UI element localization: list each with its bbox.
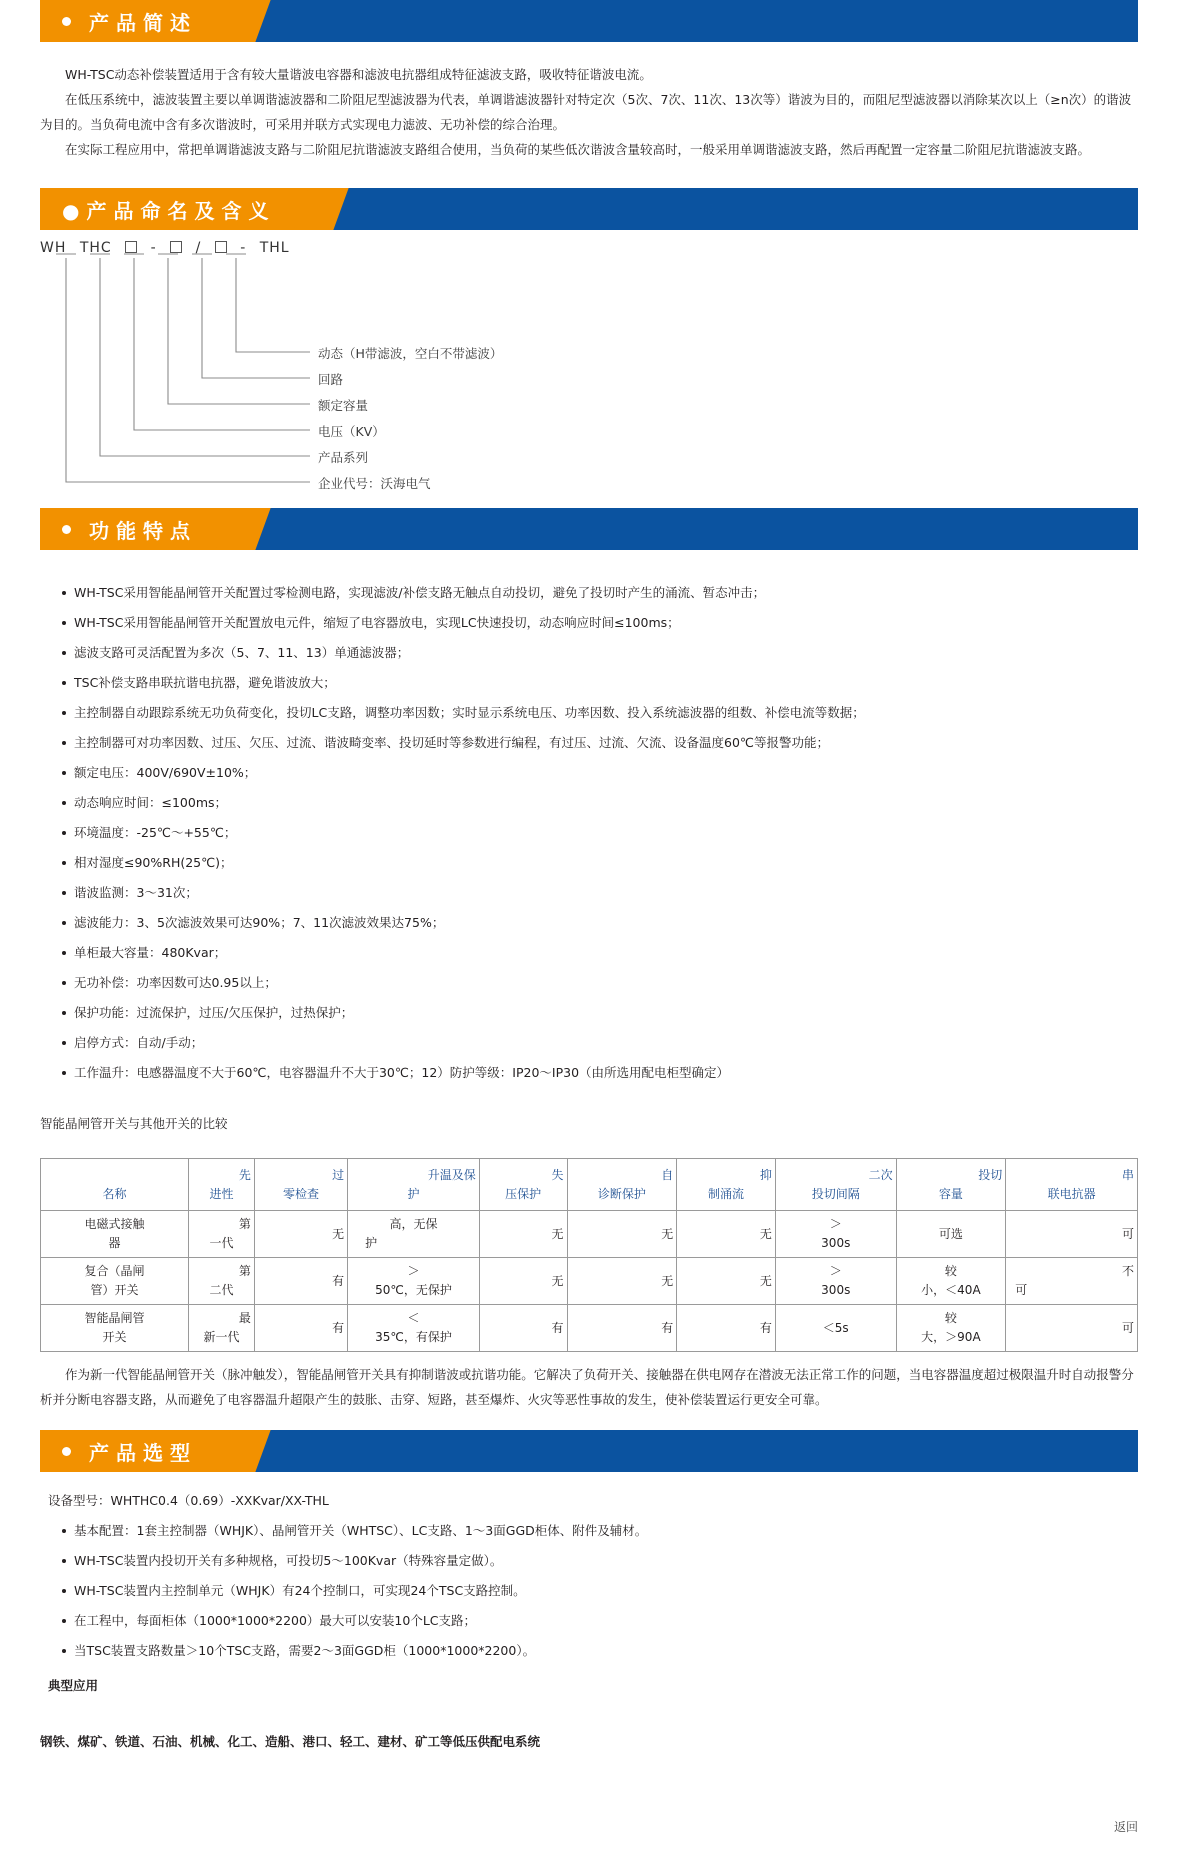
code-dash-1: -	[150, 240, 157, 256]
table-body	[41, 1211, 1138, 1352]
naming-diagram	[40, 236, 1138, 508]
feature-item: WH-TSC采用智能晶闸管开关配置过零检测电路，实现滤波/补偿支路无触点自动投切，避免了投切时产生的涌流、暂态冲击；	[62, 578, 1138, 608]
naming-label-loop: 回路	[318, 372, 344, 387]
col-header-temp-protection: 升温及保 护	[348, 1159, 480, 1211]
feature-item: 滤波能力：3、5次滤波效果可达90%；7、11次滤波效果达75%；	[62, 908, 1138, 938]
cell-name: 智能晶闸管 开关	[41, 1305, 189, 1352]
table-caption: 智能晶闸管开关与其他开关的比较	[40, 1116, 228, 1131]
comparison-table-wrapper	[40, 1158, 1138, 1352]
cell-series-reactor: 不 可	[1006, 1258, 1138, 1305]
selection-item: WH-TSC装置内投切开关有多种规格，可投切5～100Kvar（特殊容量定做）。	[62, 1546, 1138, 1576]
application-industries: 钢铁、煤矿、铁道、石油、机械、化工、造船、港口、轻工、建材、矿工等低压供配电系统	[40, 1734, 541, 1749]
selection-list	[62, 1516, 1138, 1666]
cell-loss-voltage: 无	[479, 1211, 567, 1258]
feature-item: 工作温升：电感器温度不大于60℃，电容器温升不大于30℃；12）防护等级：IP20～IP30（由所选用配电柜型确定）	[62, 1058, 1138, 1088]
cell-series-reactor: 可	[1006, 1305, 1138, 1352]
back-link[interactable]: 返回	[1113, 1820, 1138, 1834]
banner-orange-shape	[40, 508, 243, 550]
cell-switch-interval: ＜5s	[775, 1305, 896, 1352]
col-header-inrush-suppression: 抑 制涌流	[677, 1159, 776, 1211]
overview-paragraph: 在实际工程应用中，常把单调谐滤波支路与二阶阻尼抗谐滤波支路组合使用，当负荷的某些低次谐波含量较高时，一般采用单调谐滤波支路，然后再配置一定容量二阶阻尼抗谐滤波支路。	[65, 142, 1091, 157]
section-banner-naming	[40, 188, 1138, 230]
cell-temp-protection: ＜ 35℃，有保护	[348, 1305, 480, 1352]
cell-name: 复合（晶闸 管）开关	[41, 1258, 189, 1305]
section-banner-features	[40, 508, 1138, 550]
features-list	[62, 578, 1138, 1088]
col-header-self-diagnosis: 自 诊断保护	[567, 1159, 677, 1211]
bullet-dot-icon	[62, 17, 71, 26]
col-header-zero-check: 过 零检查	[254, 1159, 347, 1211]
closing-text	[40, 1362, 1138, 1412]
selection-item: 在工程中，每面柜体（1000*1000*2200）最大可以安装10个LC支路；	[62, 1606, 1138, 1636]
cell-loss-voltage: 有	[479, 1305, 567, 1352]
overview-body	[40, 62, 1138, 162]
cell-inrush: 有	[677, 1305, 776, 1352]
cell-switch-interval: ＞ 300s	[775, 1258, 896, 1305]
naming-label-capacity: 额定容量	[318, 398, 369, 413]
col-header-name: 名称	[41, 1159, 189, 1211]
cell-generation: 第 一代	[189, 1211, 255, 1258]
bullet-dot-icon	[62, 525, 71, 534]
feature-item: 无功补偿：功率因数可达0.95以上；	[62, 968, 1138, 998]
col-header-switch-capacity: 投切 容量	[896, 1159, 1006, 1211]
feature-item: 相对湿度≤90%RH(25℃)；	[62, 848, 1138, 878]
selection-item: 基本配置：1套主控制器（WHJK）、晶闸管开关（WHTSC）、LC支路、1～3面GGD柜体、附件及辅材。	[62, 1516, 1138, 1546]
code-part-thl: THL	[259, 240, 290, 256]
table-row	[41, 1305, 1138, 1352]
cell-generation: 最 新一代	[189, 1305, 255, 1352]
selection-item: WH-TSC装置内主控制单元（WHJK）有24个控制口，可实现24个TSC支路控制。	[62, 1576, 1138, 1606]
cell-generation: 第 二代	[189, 1258, 255, 1305]
comparison-table	[40, 1158, 1138, 1352]
feature-item: 主控制器自动跟踪系统无功负荷变化，投切LC支路，调整功率因数；实时显示系统电压、功率因数、投入系统滤波器的组数、补偿电流等数据；	[62, 698, 1138, 728]
table-row	[41, 1211, 1138, 1258]
feature-item: TSC补偿支路串联抗谐电抗器，避免谐波放大；	[62, 668, 1138, 698]
code-dash-2: -	[240, 240, 247, 256]
feature-item: 额定电压：400V/690V±10%；	[62, 758, 1138, 788]
feature-item: 启停方式：自动/手动；	[62, 1028, 1138, 1058]
cell-zero-check: 无	[254, 1211, 347, 1258]
cell-self-diagnosis: 无	[567, 1211, 677, 1258]
cell-loss-voltage: 无	[479, 1258, 567, 1305]
cell-series-reactor: 可	[1006, 1211, 1138, 1258]
selection-model: 设备型号：WHTHC0.4（0.69）-XXKvar/XX-THL	[48, 1493, 329, 1508]
cell-self-diagnosis: 无	[567, 1258, 677, 1305]
banner-orange-shape	[40, 1430, 243, 1472]
selection-body	[40, 1486, 1138, 1666]
cell-self-diagnosis: 有	[567, 1305, 677, 1352]
code-part-wh: WH	[40, 240, 67, 256]
table-head	[41, 1159, 1138, 1211]
table-header-row	[41, 1159, 1138, 1211]
naming-label-series: 产品系列	[318, 450, 369, 465]
code-slash: /	[195, 240, 202, 256]
feature-item: 动态响应时间：≤100ms；	[62, 788, 1138, 818]
section-title-features: 功能特点	[89, 518, 197, 543]
feature-item: 环境温度：-25℃～+55℃；	[62, 818, 1138, 848]
feature-item: 保护功能：过流保护，过压/欠压保护，过热保护；	[62, 998, 1138, 1028]
selection-item: 当TSC装置支路数量＞10个TSC支路，需要2～3面GGD柜（1000*1000*2200）。	[62, 1636, 1138, 1666]
feature-item: WH-TSC采用智能晶闸管开关配置放电元件，缩短了电容器放电，实现LC快速投切，动态响应时间≤100ms；	[62, 608, 1138, 638]
code-part-thc: THC	[79, 240, 112, 256]
cell-switch-capacity: 较 大，＞90A	[896, 1305, 1006, 1352]
cell-switch-capacity: 较 小，＜40A	[896, 1258, 1006, 1305]
cell-switch-capacity: 可选	[896, 1211, 1006, 1258]
naming-label-voltage: 电压（KV）	[318, 424, 385, 439]
cell-name: 电磁式接触 器	[41, 1211, 189, 1258]
cell-inrush: 无	[677, 1211, 776, 1258]
feature-item: 滤波支路可灵活配置为多次（5、7、11、13）单通滤波器；	[62, 638, 1138, 668]
overview-paragraph: WH-TSC动态补偿装置适用于含有较大量谐波电容器和滤波电抗器组成特征滤波支路，吸收特征谐波电流。	[65, 67, 652, 82]
bullet-dot-icon	[62, 1447, 71, 1456]
feature-item: 主控制器可对功率因数、过压、欠压、过流、谐波畸变率、投切延时等参数进行编程，有过压、过流、欠流、设备温度60℃等报警功能；	[62, 728, 1138, 758]
banner-orange-shape	[40, 188, 321, 230]
feature-item: 单柜最大容量：480Kvar；	[62, 938, 1138, 968]
cell-zero-check: 有	[254, 1258, 347, 1305]
cell-switch-interval: ＞ 300s	[775, 1211, 896, 1258]
col-header-advancement: 先 进性	[189, 1159, 255, 1211]
overview-paragraph: 在低压系统中，滤波装置主要以单调谐滤波器和二阶阻尼型滤波器为代表，单调谐滤波器针对特定次（5次、7次、11次、13次等）谐波为目的，而阻尼型滤波器以消除某次以上（≥n次）的谐波为目的。当负荷电流中含有多次谐波时，可采用并联方式实现电力滤波、无功补偿的综合治理。	[40, 92, 1132, 132]
table-row	[41, 1258, 1138, 1305]
col-header-loss-voltage: 失 压保护	[479, 1159, 567, 1211]
section-title-naming: ●产品命名及含义	[62, 198, 276, 223]
typical-application-title: 典型应用	[48, 1678, 99, 1693]
cell-inrush: 无	[677, 1258, 776, 1305]
banner-orange-shape	[40, 0, 243, 42]
feature-item: 谐波监测：3～31次；	[62, 878, 1138, 908]
col-header-series-reactor: 串 联电抗器	[1006, 1159, 1138, 1211]
naming-label-company: 企业代号：沃海电气	[318, 476, 431, 491]
cell-zero-check: 有	[254, 1305, 347, 1352]
col-header-switch-interval: 二次 投切间隔	[775, 1159, 896, 1211]
section-title-overview: 产品简述	[89, 10, 197, 35]
cell-temp-protection: 高，无保 护	[348, 1211, 480, 1258]
naming-label-dynamic: 动态（H带滤波，空白不带滤波）	[318, 346, 503, 361]
section-banner-selection	[40, 1430, 1138, 1472]
closing-paragraph: 作为新一代智能晶闸管开关（脉冲触发），智能晶闸管开关具有抑制谐波或抗谐功能。它解决了负荷开关、接触器在供电网存在潜波无法正常工作的问题，当电容器温度超过极限温升时自动报警分析并分断电容器支路，从而避免了电容器温升超限产生的鼓胀、击穿、短路，甚至爆炸、火灾等恶性事故的发生，使补偿装置运行更安全可靠。	[40, 1367, 1134, 1407]
section-title-selection: 产品选型	[89, 1440, 197, 1465]
section-banner-overview	[40, 0, 1138, 42]
cell-temp-protection: ＞ 50℃，无保护	[348, 1258, 480, 1305]
